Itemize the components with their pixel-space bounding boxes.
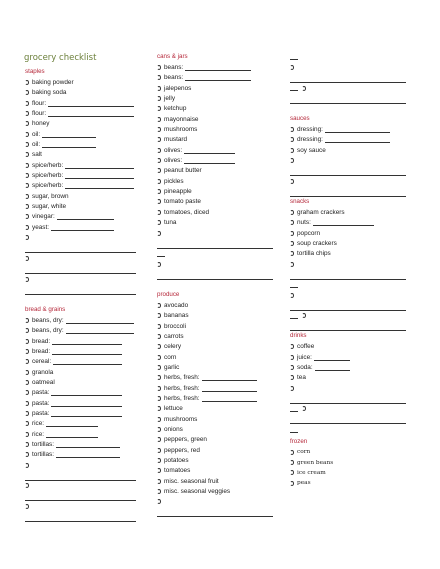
write-in-line[interactable]	[290, 85, 298, 91]
checklist-item[interactable]: potatoes	[157, 455, 277, 465]
checklist-item-blank[interactable]	[25, 460, 140, 470]
checkbox-icon[interactable]	[157, 158, 161, 163]
checkbox-icon[interactable]	[290, 293, 294, 298]
write-in-line[interactable]	[290, 427, 298, 433]
checkbox-icon[interactable]	[25, 432, 29, 437]
checklist-item[interactable]: beans, dry:	[25, 326, 140, 336]
checkbox-icon[interactable]	[157, 106, 161, 111]
write-in-line[interactable]	[185, 64, 251, 71]
checkbox-icon[interactable]	[302, 313, 306, 318]
checklist-item[interactable]: dressing:	[290, 135, 410, 145]
checklist-item-blank[interactable]	[290, 155, 410, 165]
checklist-item[interactable]: honey	[25, 119, 140, 129]
checkbox-icon[interactable]	[157, 168, 161, 173]
checkbox-icon[interactable]	[290, 231, 294, 236]
checklist-item[interactable]: oatmeal	[25, 377, 140, 387]
checklist-item[interactable]: broccoli	[157, 321, 277, 331]
checkbox-icon[interactable]	[290, 137, 294, 142]
checkbox-icon[interactable]	[25, 349, 29, 354]
checkbox-icon[interactable]	[25, 359, 29, 364]
checkbox-icon[interactable]	[290, 158, 294, 163]
checkbox-icon[interactable]	[25, 142, 29, 147]
write-in-line[interactable]	[202, 374, 257, 381]
checkbox-icon[interactable]	[290, 460, 294, 465]
write-in-line[interactable]	[53, 358, 122, 365]
section-heading-bread-grains: bread & grains	[25, 305, 66, 313]
checkbox-icon[interactable]	[157, 468, 161, 473]
checklist-item[interactable]: soy sauce	[290, 145, 410, 155]
checkbox-icon[interactable]	[157, 344, 161, 349]
write-in-line[interactable]	[46, 420, 98, 427]
checkbox-icon[interactable]	[290, 65, 294, 70]
write-in-line[interactable]	[46, 431, 98, 438]
checklist-item[interactable]: peppers, red	[157, 445, 277, 455]
section-heading-snacks: snacks	[290, 197, 310, 205]
checklist-item[interactable]: yeast:	[25, 222, 140, 232]
write-in-line[interactable]	[184, 147, 235, 154]
write-in-line[interactable]	[157, 269, 273, 279]
checkbox-icon[interactable]	[25, 194, 29, 199]
checkbox-icon[interactable]	[25, 163, 29, 168]
checkbox-icon[interactable]	[157, 303, 161, 308]
checklist-item[interactable]: herbs, fresh:	[157, 373, 277, 383]
write-in-line[interactable]	[157, 507, 273, 517]
checkbox-icon[interactable]	[157, 199, 161, 204]
column-1	[25, 67, 140, 522]
checkbox-icon[interactable]	[290, 355, 294, 360]
write-in-line[interactable]	[290, 93, 406, 103]
checklist-item[interactable]: onions	[157, 424, 277, 434]
checklist-item[interactable]: herbs, fresh:	[157, 393, 277, 403]
checkbox-icon[interactable]	[25, 256, 29, 261]
checkbox-icon[interactable]	[157, 417, 161, 422]
checklist-item[interactable]: avocado	[157, 300, 277, 310]
checkbox-icon[interactable]	[25, 111, 29, 116]
checkbox-icon[interactable]	[290, 251, 294, 256]
checklist-item[interactable]: pineapple	[157, 186, 277, 196]
checkbox-icon[interactable]	[157, 231, 161, 236]
checklist-item[interactable]: ketchup	[157, 104, 277, 114]
checklist-item[interactable]: baking powder	[25, 77, 140, 87]
checklist-item[interactable]: spice/herb:	[25, 160, 140, 170]
checkbox-icon[interactable]	[157, 386, 161, 391]
write-in-line[interactable]	[48, 110, 134, 117]
checklist-item[interactable]: tomatoes	[157, 466, 277, 476]
checkbox-icon[interactable]	[25, 463, 29, 468]
write-in-line[interactable]	[314, 354, 350, 361]
checklist-item[interactable]: oil:	[25, 129, 140, 139]
write-in-line[interactable]	[66, 317, 134, 324]
write-in-line[interactable]	[25, 243, 136, 253]
checkbox-icon[interactable]	[290, 127, 294, 132]
checklist-item[interactable]: soda:	[290, 362, 410, 372]
write-in-line[interactable]	[184, 157, 235, 164]
checkbox-icon[interactable]	[25, 204, 29, 209]
section-heading-staples: staples	[25, 68, 45, 75]
checklist-item[interactable]: rice:	[25, 429, 140, 439]
checkbox-icon[interactable]	[25, 214, 29, 219]
checklist-item[interactable]: pasta:	[25, 408, 140, 418]
checkbox-icon[interactable]	[290, 262, 294, 267]
checklist-item[interactable]: pasta:	[25, 398, 140, 408]
checkbox-icon[interactable]	[157, 375, 161, 380]
checkbox-icon[interactable]	[25, 328, 29, 333]
checklist-item[interactable]: olives:	[157, 145, 277, 155]
checkbox-icon[interactable]	[302, 406, 306, 411]
checklist-item[interactable]: tomatoes, diced	[157, 207, 277, 217]
checkbox-icon[interactable]	[25, 421, 29, 426]
checkbox-icon[interactable]	[157, 86, 161, 91]
checklist-item[interactable]: jelly	[157, 93, 277, 103]
checkbox-icon[interactable]	[25, 411, 29, 416]
checklist-item[interactable]: vinegar:	[25, 212, 140, 222]
checklist-item[interactable]: rice:	[25, 419, 140, 429]
write-in-line[interactable]	[56, 451, 120, 458]
checklist-item-blank[interactable]	[290, 424, 410, 434]
checklist-item-blank[interactable]	[290, 52, 410, 62]
write-in-line[interactable]	[290, 321, 406, 331]
write-in-line[interactable]	[25, 470, 136, 480]
checkbox-icon[interactable]	[25, 173, 29, 178]
checklist-item[interactable]: green beans	[290, 457, 410, 467]
checklist-item-blank[interactable]	[157, 497, 277, 507]
write-in-line[interactable]	[25, 512, 136, 522]
checkbox-icon[interactable]	[25, 277, 29, 282]
checkbox-icon[interactable]	[157, 262, 161, 267]
checkbox-icon[interactable]	[25, 442, 29, 447]
checkbox-icon[interactable]	[290, 365, 294, 370]
checkbox-icon[interactable]	[25, 183, 29, 188]
checkbox-icon[interactable]	[157, 96, 161, 101]
checklist-item[interactable]: misc. seasonal veggies	[157, 486, 277, 496]
write-in-line[interactable]	[202, 385, 257, 392]
checklist-item-blank[interactable]	[290, 290, 410, 300]
checklist-item-blank[interactable]	[290, 176, 410, 186]
write-in-line[interactable]	[290, 300, 406, 310]
checkbox-icon[interactable]	[290, 220, 294, 225]
checklist-item[interactable]: beans:	[157, 73, 277, 83]
write-in-line[interactable]	[325, 126, 390, 133]
checklist-item[interactable]: jalepenos	[157, 83, 277, 93]
checklist-item-blank[interactable]	[25, 253, 140, 263]
write-in-line[interactable]	[42, 141, 96, 148]
checklist-item[interactable]: dressing:	[290, 124, 410, 134]
checkbox-icon[interactable]	[157, 117, 161, 122]
write-in-line[interactable]	[290, 186, 406, 196]
checklist-item[interactable]: mayonnaise	[157, 114, 277, 124]
checkbox-icon[interactable]	[157, 334, 161, 339]
checklist-item[interactable]: granola	[25, 367, 140, 377]
checklist-item[interactable]: juice:	[290, 352, 410, 362]
write-in-line[interactable]	[52, 348, 122, 355]
checklist-item[interactable]: pasta:	[25, 388, 140, 398]
checkbox-icon[interactable]	[25, 101, 29, 106]
section-heading-produce: produce	[157, 290, 180, 298]
checklist-item[interactable]: corn	[290, 447, 410, 457]
write-in-line[interactable]	[25, 284, 136, 294]
checklist-item[interactable]: flour:	[25, 108, 140, 118]
write-in-line[interactable]	[51, 400, 122, 407]
checklist-item[interactable]: tea	[290, 373, 410, 383]
checkbox-icon[interactable]	[25, 80, 29, 85]
checklist-item[interactable]: sugar, brown	[25, 191, 140, 201]
checkbox-icon[interactable]	[157, 448, 161, 453]
write-in-line[interactable]	[290, 313, 298, 319]
checkbox-icon[interactable]	[290, 210, 294, 215]
checklist-item[interactable]: spice/herb:	[25, 181, 140, 191]
checklist-item[interactable]: salt	[25, 150, 140, 160]
checklist-item-blank[interactable]	[290, 404, 410, 414]
checklist-item[interactable]: mushrooms	[157, 124, 277, 134]
checkbox-icon[interactable]	[25, 401, 29, 406]
checklist-item[interactable]: peas	[290, 478, 410, 488]
checklist-item[interactable]: beans:	[157, 62, 277, 72]
write-in-line[interactable]	[290, 269, 406, 279]
checkbox-icon[interactable]	[290, 344, 294, 349]
checkbox-icon[interactable]	[157, 65, 161, 70]
checkbox-icon[interactable]	[25, 132, 29, 137]
checklist-item-blank[interactable]	[290, 280, 410, 290]
checklist-item[interactable]: olives:	[157, 155, 277, 165]
checklist-item[interactable]: baking soda	[25, 88, 140, 98]
checkbox-icon[interactable]	[25, 152, 29, 157]
checklist-item[interactable]: mustard	[157, 135, 277, 145]
checkbox-icon[interactable]	[25, 380, 29, 385]
checklist-item[interactable]: graham crackers	[290, 207, 410, 217]
checklist-item[interactable]: beans, dry:	[25, 315, 140, 325]
checkbox-icon[interactable]	[157, 365, 161, 370]
checklist-item-blank[interactable]	[157, 228, 277, 238]
checklist-item[interactable]: coffee	[290, 342, 410, 352]
checkbox-icon[interactable]	[25, 318, 29, 323]
checklist-item[interactable]: tomato paste	[157, 197, 277, 207]
write-in-line[interactable]	[290, 73, 406, 83]
checklist-item-blank[interactable]	[157, 259, 277, 269]
checkbox-icon[interactable]	[157, 458, 161, 463]
write-in-line[interactable]	[48, 100, 134, 107]
checklist-item-blank[interactable]	[290, 311, 410, 321]
checklist-item[interactable]: ice cream	[290, 468, 410, 478]
write-in-line[interactable]	[51, 389, 122, 396]
checkbox-icon[interactable]	[290, 241, 294, 246]
write-in-line[interactable]	[202, 395, 257, 402]
checkbox-icon[interactable]	[157, 406, 161, 411]
checklist-item[interactable]: misc. seasonal fruit	[157, 476, 277, 486]
write-in-line[interactable]	[157, 238, 273, 248]
checklist-item-blank[interactable]	[25, 274, 140, 284]
write-in-line[interactable]	[315, 364, 350, 371]
checkbox-icon[interactable]	[290, 450, 294, 455]
write-in-line[interactable]	[42, 131, 96, 138]
write-in-line[interactable]	[290, 414, 406, 424]
write-in-line[interactable]	[25, 264, 136, 274]
checkbox-icon[interactable]	[25, 121, 29, 126]
checkbox-icon[interactable]	[25, 504, 29, 509]
checklist-item[interactable]: mushrooms	[157, 414, 277, 424]
checklist-item[interactable]: popcorn	[290, 228, 410, 238]
write-in-line[interactable]	[65, 162, 134, 169]
checklist-item[interactable]: soup crackers	[290, 238, 410, 248]
checklist-item[interactable]: bread:	[25, 336, 140, 346]
section-heading-drinks: drinks	[290, 332, 307, 340]
checkbox-icon[interactable]	[25, 483, 29, 488]
checkbox-icon[interactable]	[157, 189, 161, 194]
checklist-item[interactable]: tortilla chips	[290, 249, 410, 259]
checklist-item[interactable]: nuts:	[290, 218, 410, 228]
checkbox-icon[interactable]	[157, 220, 161, 225]
checklist-item-blank[interactable]	[290, 62, 410, 72]
checkbox-icon[interactable]	[25, 370, 29, 375]
checklist-item[interactable]: carrots	[157, 331, 277, 341]
checklist-item-blank[interactable]	[290, 83, 410, 93]
checklist-item[interactable]: lettuce	[157, 404, 277, 414]
checkbox-icon[interactable]	[290, 470, 294, 475]
write-in-line[interactable]	[65, 182, 134, 189]
checklist-item[interactable]: sugar, white	[25, 201, 140, 211]
write-in-line[interactable]	[325, 136, 390, 143]
checkbox-icon[interactable]	[157, 479, 161, 484]
checkbox-icon[interactable]	[25, 225, 29, 230]
checkbox-icon[interactable]	[157, 499, 161, 504]
section-heading-sauces: sauces	[290, 115, 310, 123]
checkbox-icon[interactable]	[157, 75, 161, 80]
write-in-line[interactable]	[157, 251, 165, 257]
write-in-line[interactable]	[290, 282, 298, 288]
checklist-item[interactable]: pickles	[157, 176, 277, 186]
checklist-item-blank[interactable]	[25, 233, 140, 243]
checklist-item[interactable]: bananas	[157, 311, 277, 321]
write-in-line[interactable]	[65, 172, 134, 179]
page-title: grocery checklist	[24, 53, 97, 63]
write-in-line[interactable]	[56, 441, 120, 448]
checkbox-icon[interactable]	[157, 137, 161, 142]
checklist-item-blank[interactable]	[290, 383, 410, 393]
checkbox-icon[interactable]	[157, 324, 161, 329]
write-in-line[interactable]	[51, 224, 114, 231]
write-in-line[interactable]	[290, 393, 406, 403]
checklist-item[interactable]: tortillas:	[25, 439, 140, 449]
checkbox-icon[interactable]	[290, 375, 294, 380]
checkbox-icon[interactable]	[157, 355, 161, 360]
checkbox-icon[interactable]	[157, 313, 161, 318]
checkbox-icon[interactable]	[302, 86, 306, 91]
checklist-item[interactable]: cereal:	[25, 357, 140, 367]
write-in-line[interactable]	[290, 406, 298, 412]
section-heading-frozen: frozen	[290, 437, 308, 445]
checkbox-icon[interactable]	[290, 179, 294, 184]
checklist-item[interactable]: flour:	[25, 98, 140, 108]
write-in-line[interactable]	[25, 491, 136, 501]
checklist-item-blank[interactable]	[157, 249, 277, 259]
section-heading-cans-jars: cans & jars	[157, 53, 188, 60]
checkbox-icon[interactable]	[290, 386, 294, 391]
checkbox-icon[interactable]	[157, 210, 161, 215]
write-in-line[interactable]	[57, 213, 114, 220]
write-in-line[interactable]	[313, 219, 374, 226]
checklist-item[interactable]: tortillas:	[25, 450, 140, 460]
checkbox-icon[interactable]	[25, 339, 29, 344]
checklist-item[interactable]: spice/herb:	[25, 170, 140, 180]
checklist-item[interactable]: garlic	[157, 362, 277, 372]
checklist-item[interactable]: herbs, fresh:	[157, 383, 277, 393]
checkbox-icon[interactable]	[157, 489, 161, 494]
checkbox-icon[interactable]	[157, 179, 161, 184]
write-in-line[interactable]	[290, 54, 298, 60]
checklist-item-blank[interactable]	[290, 259, 410, 269]
checklist-item[interactable]: oil:	[25, 139, 140, 149]
checklist-item[interactable]: peppers, green	[157, 435, 277, 445]
checkbox-icon[interactable]	[157, 437, 161, 442]
write-in-line[interactable]	[290, 166, 406, 176]
checklist-item-blank[interactable]	[25, 481, 140, 491]
checklist-item[interactable]: bread:	[25, 346, 140, 356]
checkbox-icon[interactable]	[157, 427, 161, 432]
checklist-item[interactable]: tuna	[157, 218, 277, 228]
checkbox-icon[interactable]	[25, 452, 29, 457]
checkbox-icon[interactable]	[290, 481, 294, 486]
write-in-line[interactable]	[51, 410, 122, 417]
checklist-item[interactable]: peanut butter	[157, 166, 277, 176]
checkbox-icon[interactable]	[290, 148, 294, 153]
write-in-line[interactable]	[52, 338, 122, 345]
checkbox-icon[interactable]	[157, 396, 161, 401]
checkbox-icon[interactable]	[157, 127, 161, 132]
write-in-line[interactable]	[66, 327, 134, 334]
column-2	[157, 52, 277, 517]
checklist-item[interactable]: celery	[157, 342, 277, 352]
checkbox-icon[interactable]	[25, 90, 29, 95]
checklist-item-blank[interactable]	[25, 501, 140, 511]
column-3	[290, 52, 410, 488]
checkbox-icon[interactable]	[25, 390, 29, 395]
checkbox-icon[interactable]	[25, 235, 29, 240]
write-in-line[interactable]	[185, 74, 251, 81]
checklist-item[interactable]: corn	[157, 352, 277, 362]
checkbox-icon[interactable]	[157, 148, 161, 153]
